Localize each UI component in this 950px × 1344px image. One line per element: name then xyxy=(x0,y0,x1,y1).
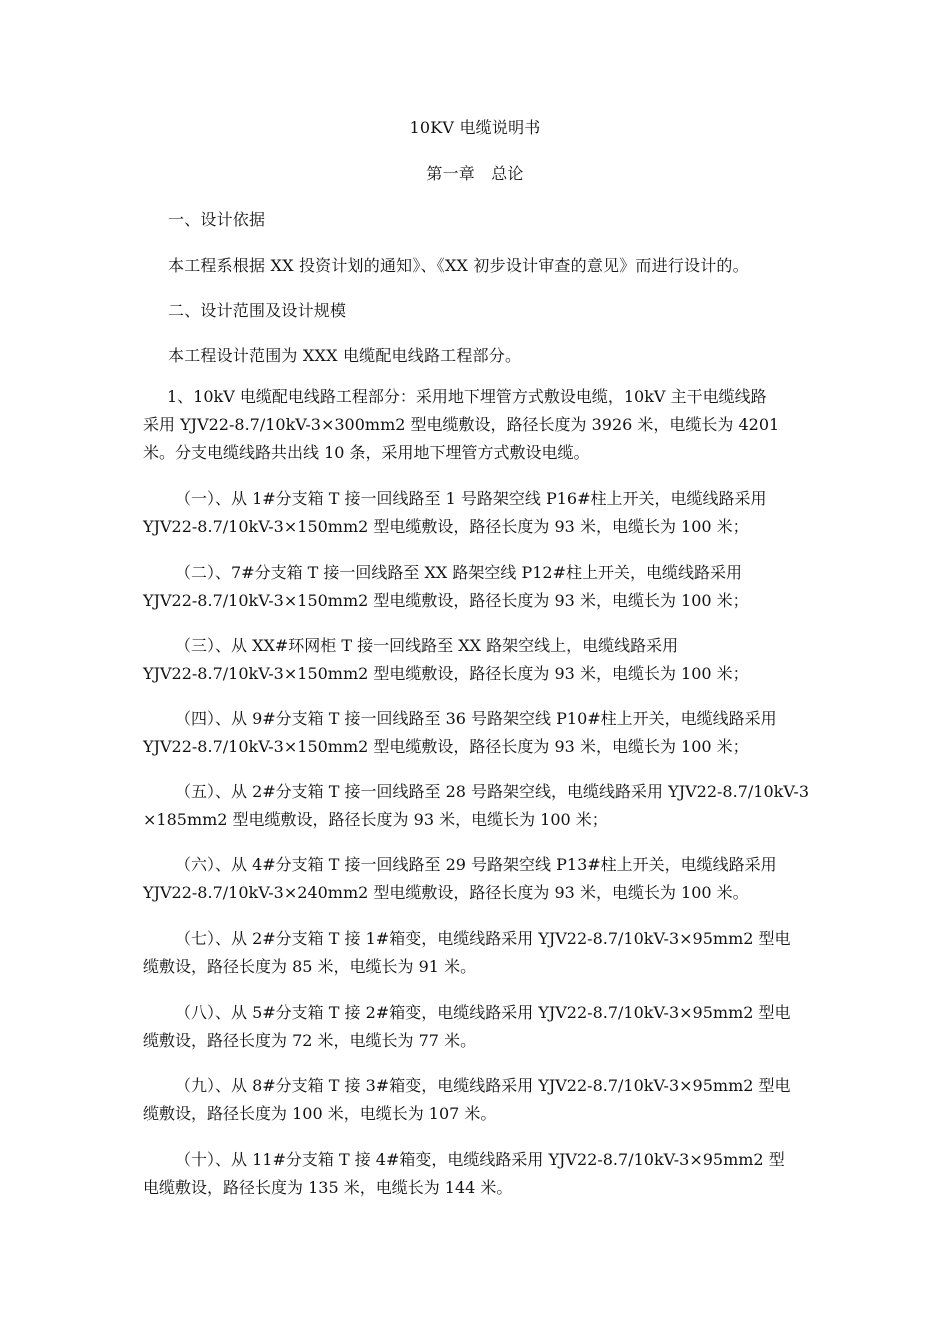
branch-paragraph-5 xyxy=(143,782,811,830)
paragraph-line: （二）、7#分支箱 T 接一回线路至 XX 路架空线 P12#柱上开关，电缆线路采用 xyxy=(175,563,743,582)
paragraph-line: （一）、从 1#分支箱 T 接一回线路至 1 号路架空线 P16#柱上开关，电缆线路采用 xyxy=(175,489,767,508)
paragraph-line: YJV22-8.7/10kV-3×150mm2 型电缆敷设，路径长度为 93 米，电缆长为 100 米； xyxy=(143,517,749,536)
paragraph-line: （四）、从 9#分支箱 T 接一回线路至 36 号路架空线 P10#柱上开关，电缆线路采用 xyxy=(175,709,777,728)
paragraph-line: 缆敷设，路径长度为 85 米，电缆长为 91 米。 xyxy=(143,957,477,976)
paragraph-line: （九）、从 8#分支箱 T 接 3#箱变，电缆线路采用 YJV22-8.7/10kV-3×95mm2 型电 xyxy=(175,1076,791,1095)
branch-paragraph-7 xyxy=(143,929,811,977)
paragraph-line: 采用 YJV22-8.7/10kV-3×300mm2 型电缆敷设，路径长度为 3926 米，电缆长为 4201 xyxy=(143,415,780,434)
paragraph-line: 电缆敷设，路径长度为 135 米，电缆长为 144 米。 xyxy=(143,1178,513,1197)
paragraph-line: 缆敷设，路径长度为 100 米，电缆长为 107 米。 xyxy=(143,1104,497,1123)
branch-paragraph-3 xyxy=(143,636,811,684)
branch-paragraph-2 xyxy=(143,563,811,611)
paragraph-line: （十）、从 11#分支箱 T 接 4#箱变，电缆线路采用 YJV22-8.7/10kV-3×95mm2 型 xyxy=(175,1150,785,1169)
item-1-paragraph xyxy=(143,387,811,463)
document-title: 10KV 电缆说明书 xyxy=(409,118,541,137)
branch-paragraph-9 xyxy=(143,1076,811,1124)
paragraph-line: YJV22-8.7/10kV-3×240mm2 型电缆敷设，路径长度为 93 米，电缆长为 100 米。 xyxy=(143,883,749,902)
branch-paragraph-10 xyxy=(143,1150,811,1198)
paragraph-line: YJV22-8.7/10kV-3×150mm2 型电缆敷设，路径长度为 93 米，电缆长为 100 米； xyxy=(143,591,749,610)
section-1-body: 本工程系根据 XX 投资计划的通知》、《XX 初步设计审查的意见》而进行设计的。 xyxy=(168,256,749,275)
paragraph-line: YJV22-8.7/10kV-3×150mm2 型电缆敷设，路径长度为 93 米，电缆长为 100 米； xyxy=(143,664,749,683)
section-2-heading: 二、设计范围及设计规模 xyxy=(168,301,347,320)
branch-paragraph-1 xyxy=(143,489,811,537)
section-2-body: 本工程设计范围为 XXX 电缆配电线路工程部分。 xyxy=(168,346,522,365)
chapter-heading: 第一章 总论 xyxy=(426,164,524,183)
paragraph-line: ×185mm2 型电缆敷设，路径长度为 93 米，电缆长为 100 米； xyxy=(143,810,608,829)
paragraph-line: 缆敷设，路径长度为 72 米，电缆长为 77 米。 xyxy=(143,1031,477,1050)
paragraph-line: 米。分支电缆线路共出线 10 条，采用地下埋管方式敷设电缆。 xyxy=(143,443,590,462)
paragraph-line: （三）、从 XX#环网柜 T 接一回线路至 XX 路架空线上，电缆线路采用 xyxy=(175,636,679,655)
paragraph-line: （七）、从 2#分支箱 T 接 1#箱变，电缆线路采用 YJV22-8.7/10kV-3×95mm2 型电 xyxy=(175,929,791,948)
paragraph-line: （六）、从 4#分支箱 T 接一回线路至 29 号路架空线 P13#柱上开关，电缆线路采用 xyxy=(175,855,777,874)
paragraph-line: （八）、从 5#分支箱 T 接 2#箱变，电缆线路采用 YJV22-8.7/10kV-3×95mm2 型电 xyxy=(175,1003,791,1022)
branch-paragraph-6 xyxy=(143,855,811,903)
paragraph-line: （五）、从 2#分支箱 T 接一回线路至 28 号路架空线，电缆线路采用 YJV22-8.7/10kV-3 xyxy=(175,782,809,801)
branch-paragraph-4 xyxy=(143,709,811,757)
section-1-heading: 一、设计依据 xyxy=(168,210,266,229)
paragraph-line: 1、10kV 电缆配电线路工程部分：采用地下埋管方式敷设电缆，10kV 主干电缆线路 xyxy=(167,387,767,406)
branch-paragraph-8 xyxy=(143,1003,811,1051)
paragraph-line: YJV22-8.7/10kV-3×150mm2 型电缆敷设，路径长度为 93 米，电缆长为 100 米； xyxy=(143,737,749,756)
